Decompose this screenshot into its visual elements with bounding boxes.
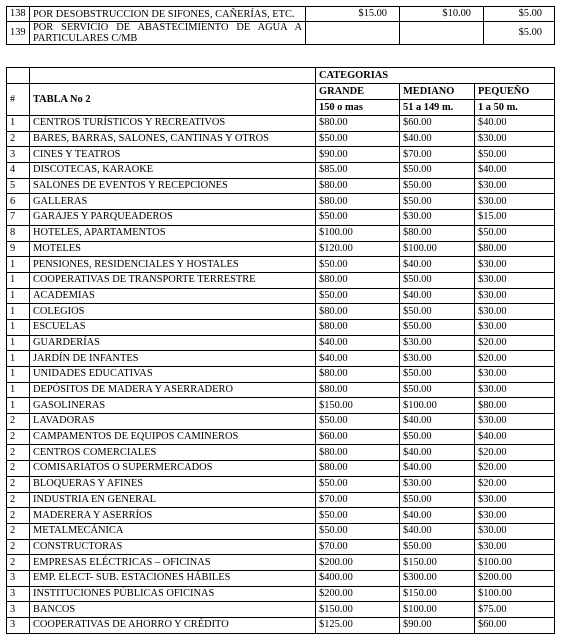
fee-mediano: $50.00 — [400, 429, 475, 445]
row-number: 1 — [7, 272, 30, 288]
fee-mediano: $150.00 — [400, 586, 475, 602]
establishment-name: COMISARIATOS O SUPERMERCADOS — [30, 461, 316, 477]
establishment-name: BANCOS — [30, 602, 316, 618]
row-description: POR DESOBSTRUCCION DE SIFONES, CAÑERÍAS, ETC. — [30, 7, 306, 22]
table-row — [7, 618, 555, 634]
fee-mediano: $70.00 — [400, 147, 475, 163]
row-number: 1 — [7, 304, 30, 320]
fee-pequeno: $100.00 — [475, 586, 555, 602]
fee-pequeno: $20.00 — [475, 351, 555, 367]
fee-grande: $125.00 — [316, 618, 400, 634]
fee-col-2: $10.00 — [400, 7, 484, 22]
fee-pequeno: $30.00 — [475, 382, 555, 398]
empty-header-cell — [7, 68, 30, 84]
fee-mediano: $30.00 — [400, 335, 475, 351]
fee-grande: $80.00 — [316, 319, 400, 335]
fee-grande: $50.00 — [316, 131, 400, 147]
row-number: 2 — [7, 445, 30, 461]
establishment-name: EMPRESAS ELÉCTRICAS – OFICINAS — [30, 555, 316, 571]
hash-header: # — [7, 84, 30, 116]
fee-pequeno: $30.00 — [475, 319, 555, 335]
establishment-name: BLOQUERAS Y AFINES — [30, 476, 316, 492]
row-number: 2 — [7, 476, 30, 492]
table-row — [7, 147, 555, 163]
fee-pequeno: $40.00 — [475, 429, 555, 445]
table-row — [7, 194, 555, 210]
establishment-name: CINES Y TEATROS — [30, 147, 316, 163]
row-number: 2 — [7, 461, 30, 477]
table-row — [7, 116, 555, 132]
fee-mediano: $300.00 — [400, 570, 475, 586]
row-number: 8 — [7, 225, 30, 241]
row-number: 2 — [7, 508, 30, 524]
establishment-name: JARDÍN DE INFANTES — [30, 351, 316, 367]
establishment-name: GARAJES Y PARQUEADEROS — [30, 210, 316, 226]
fee-pequeno: $100.00 — [475, 555, 555, 571]
establishment-name: DISCOTECAS, KARAOKE — [30, 163, 316, 179]
fee-pequeno: $30.00 — [475, 492, 555, 508]
categories-header-row — [7, 68, 555, 84]
fee-mediano: $90.00 — [400, 618, 475, 634]
row-number: 1 — [7, 319, 30, 335]
fee-mediano: $50.00 — [400, 194, 475, 210]
establishment-name: COOPERATIVAS DE TRANSPORTE TERRESTRE — [30, 272, 316, 288]
range-grande: 150 o mas — [316, 100, 400, 116]
fee-grande: $150.00 — [316, 398, 400, 414]
table-row — [7, 382, 555, 398]
fee-grande: $50.00 — [316, 210, 400, 226]
fee-pequeno: $30.00 — [475, 288, 555, 304]
fee-grande: $80.00 — [316, 178, 400, 194]
row-number: 9 — [7, 241, 30, 257]
row-number: 3 — [7, 602, 30, 618]
fee-mediano: $50.00 — [400, 367, 475, 383]
fee-pequeno: $30.00 — [475, 257, 555, 273]
fee-mediano: $40.00 — [400, 288, 475, 304]
establishment-name: EMP. ELECT- SUB. ESTACIONES HÁBILES — [30, 570, 316, 586]
categories-header: CATEGORIAS — [316, 68, 555, 84]
row-number: 1 — [7, 116, 30, 132]
table-row — [7, 445, 555, 461]
fee-mediano: $50.00 — [400, 539, 475, 555]
fee-mediano: $40.00 — [400, 461, 475, 477]
table-row — [7, 461, 555, 477]
fee-col-2 — [400, 22, 484, 45]
row-number: 2 — [7, 414, 30, 430]
establishment-name: CAMPAMENTOS DE EQUIPOS CAMINEROS — [30, 429, 316, 445]
establishment-name: CONSTRUCTORAS — [30, 539, 316, 555]
row-number: 2 — [7, 555, 30, 571]
fee-mediano: $30.00 — [400, 351, 475, 367]
table-row — [7, 414, 555, 430]
row-description: POR SERVICIO DE ABASTECIMIENTO DE AGUA A PARTICULARES C/MB — [30, 22, 306, 45]
fee-grande: $400.00 — [316, 570, 400, 586]
row-number: 138 — [7, 7, 30, 22]
fee-pequeno: $20.00 — [475, 476, 555, 492]
fee-grande: $100.00 — [316, 225, 400, 241]
establishment-name: HOTELES, APARTAMENTOS — [30, 225, 316, 241]
table-row — [7, 398, 555, 414]
size-header-row — [7, 84, 555, 100]
establishment-name: GASOLINERAS — [30, 398, 316, 414]
fee-grande: $80.00 — [316, 445, 400, 461]
establishment-name: CENTROS TURÍSTICOS Y RECREATIVOS — [30, 116, 316, 132]
fee-mediano: $40.00 — [400, 523, 475, 539]
fee-mediano: $100.00 — [400, 241, 475, 257]
top-table-row — [7, 22, 555, 45]
table-row — [7, 586, 555, 602]
table-row — [7, 570, 555, 586]
table-row — [7, 131, 555, 147]
row-number: 1 — [7, 257, 30, 273]
fee-mediano: $50.00 — [400, 492, 475, 508]
fee-mediano: $100.00 — [400, 602, 475, 618]
fee-mediano: $40.00 — [400, 445, 475, 461]
fee-pequeno: $50.00 — [475, 147, 555, 163]
fee-grande: $80.00 — [316, 367, 400, 383]
fee-grande: $90.00 — [316, 147, 400, 163]
fee-grande: $50.00 — [316, 414, 400, 430]
fee-grande: $80.00 — [316, 382, 400, 398]
table-row — [7, 492, 555, 508]
establishment-name: PENSIONES, RESIDENCIALES Y HOSTALES — [30, 257, 316, 273]
row-number: 1 — [7, 382, 30, 398]
fee-pequeno: $30.00 — [475, 194, 555, 210]
size-pequeno-header: PEQUEÑO — [475, 84, 555, 100]
fee-grande: $70.00 — [316, 492, 400, 508]
row-number: 1 — [7, 335, 30, 351]
fee-grande: $80.00 — [316, 116, 400, 132]
fee-grande: $80.00 — [316, 304, 400, 320]
fee-grande: $50.00 — [316, 508, 400, 524]
row-number: 1 — [7, 351, 30, 367]
fee-mediano: $40.00 — [400, 414, 475, 430]
table-row — [7, 319, 555, 335]
table-row — [7, 602, 555, 618]
fee-pequeno: $30.00 — [475, 272, 555, 288]
fee-grande: $50.00 — [316, 523, 400, 539]
row-number: 4 — [7, 163, 30, 179]
range-mediano: 51 a 149 m. — [400, 100, 475, 116]
establishment-name: GALLERAS — [30, 194, 316, 210]
table-row — [7, 508, 555, 524]
top-fee-table — [6, 6, 555, 45]
row-number: 2 — [7, 429, 30, 445]
fee-mediano: $40.00 — [400, 257, 475, 273]
fee-pequeno: $200.00 — [475, 570, 555, 586]
fee-pequeno: $40.00 — [475, 163, 555, 179]
tabla-no-2 — [6, 67, 555, 634]
fee-mediano: $50.00 — [400, 304, 475, 320]
fee-grande: $80.00 — [316, 194, 400, 210]
establishment-name: UNIDADES EDUCATIVAS — [30, 367, 316, 383]
fee-pequeno: $30.00 — [475, 304, 555, 320]
fee-grande: $60.00 — [316, 429, 400, 445]
establishment-name: ESCUELAS — [30, 319, 316, 335]
table-row — [7, 225, 555, 241]
establishment-name: GUARDERÍAS — [30, 335, 316, 351]
range-pequeno: 1 a 50 m. — [475, 100, 555, 116]
fee-grande: $200.00 — [316, 555, 400, 571]
size-mediano-header: MEDIANO — [400, 84, 475, 100]
fee-pequeno: $30.00 — [475, 523, 555, 539]
fee-mediano: $50.00 — [400, 319, 475, 335]
fee-pequeno: $20.00 — [475, 445, 555, 461]
row-number: 1 — [7, 398, 30, 414]
fee-grande: $50.00 — [316, 288, 400, 304]
fee-grande: $120.00 — [316, 241, 400, 257]
table-row — [7, 555, 555, 571]
table-row — [7, 539, 555, 555]
row-number: 1 — [7, 288, 30, 304]
fee-pequeno: $40.00 — [475, 116, 555, 132]
fee-mediano: $30.00 — [400, 210, 475, 226]
table-row — [7, 367, 555, 383]
fee-pequeno: $60.00 — [475, 618, 555, 634]
fee-col-3: $5.00 — [484, 22, 555, 45]
row-number: 3 — [7, 147, 30, 163]
fee-pequeno: $30.00 — [475, 131, 555, 147]
establishment-name: SALONES DE EVENTOS Y RECEPCIONES — [30, 178, 316, 194]
establishment-name: DEPÓSITOS DE MADERA Y ASERRADERO — [30, 382, 316, 398]
establishment-name: ACADEMIAS — [30, 288, 316, 304]
fee-mediano: $30.00 — [400, 476, 475, 492]
table-row — [7, 178, 555, 194]
table-row — [7, 272, 555, 288]
establishment-name: MOTELES — [30, 241, 316, 257]
row-number: 7 — [7, 210, 30, 226]
fee-mediano: $50.00 — [400, 382, 475, 398]
row-number: 2 — [7, 492, 30, 508]
establishment-name: METALMECÁNICA — [30, 523, 316, 539]
fee-pequeno: $80.00 — [475, 241, 555, 257]
row-number: 1 — [7, 367, 30, 383]
fee-col-1: $15.00 — [306, 7, 400, 22]
row-number: 5 — [7, 178, 30, 194]
fee-grande: $85.00 — [316, 163, 400, 179]
fee-pequeno: $15.00 — [475, 210, 555, 226]
row-number: 2 — [7, 131, 30, 147]
table-row — [7, 257, 555, 273]
table-row — [7, 351, 555, 367]
table-row — [7, 288, 555, 304]
table-row — [7, 476, 555, 492]
empty-header-cell — [30, 68, 316, 84]
fee-pequeno: $30.00 — [475, 367, 555, 383]
fee-grande: $80.00 — [316, 461, 400, 477]
fee-grande: $70.00 — [316, 539, 400, 555]
row-number: 3 — [7, 586, 30, 602]
fee-mediano: $40.00 — [400, 508, 475, 524]
fee-mediano: $40.00 — [400, 131, 475, 147]
row-number: 2 — [7, 523, 30, 539]
table-row — [7, 429, 555, 445]
fee-col-1 — [306, 22, 400, 45]
fee-mediano: $80.00 — [400, 225, 475, 241]
fee-mediano: $150.00 — [400, 555, 475, 571]
fee-grande: $150.00 — [316, 602, 400, 618]
fee-pequeno: $80.00 — [475, 398, 555, 414]
fee-pequeno: $30.00 — [475, 178, 555, 194]
fee-pequeno: $30.00 — [475, 508, 555, 524]
row-number: 3 — [7, 570, 30, 586]
fee-pequeno: $30.00 — [475, 539, 555, 555]
fee-pequeno: $75.00 — [475, 602, 555, 618]
table-row — [7, 335, 555, 351]
top-table-row — [7, 7, 555, 22]
row-number: 139 — [7, 22, 30, 45]
fee-mediano: $50.00 — [400, 272, 475, 288]
fee-mediano: $50.00 — [400, 178, 475, 194]
row-number: 6 — [7, 194, 30, 210]
fee-grande: $40.00 — [316, 351, 400, 367]
establishment-name: MADERERA Y ASERRÍOS — [30, 508, 316, 524]
establishment-name: CENTROS COMERCIALES — [30, 445, 316, 461]
fee-mediano: $60.00 — [400, 116, 475, 132]
fee-pequeno: $50.00 — [475, 225, 555, 241]
establishment-name: INSTITUCIONES PÚBLICAS OFICINAS — [30, 586, 316, 602]
establishment-name: INDUSTRIA EN GENERAL — [30, 492, 316, 508]
size-grande-header: GRANDE — [316, 84, 400, 100]
fee-col-3: $5.00 — [484, 7, 555, 22]
table-row — [7, 210, 555, 226]
fee-mediano: $50.00 — [400, 163, 475, 179]
establishment-name: LAVADORAS — [30, 414, 316, 430]
establishment-name: COOPERATIVAS DE AHORRO Y CRÉDITO — [30, 618, 316, 634]
row-number: 3 — [7, 618, 30, 634]
table-row — [7, 241, 555, 257]
fee-grande: $200.00 — [316, 586, 400, 602]
fee-pequeno: $20.00 — [475, 335, 555, 351]
fee-pequeno: $20.00 — [475, 461, 555, 477]
fee-grande: $50.00 — [316, 257, 400, 273]
fee-grande: $40.00 — [316, 335, 400, 351]
table-row — [7, 304, 555, 320]
establishment-name: BARES, BARRAS, SALONES, CANTINAS Y OTROS — [30, 131, 316, 147]
fee-grande: $80.00 — [316, 272, 400, 288]
table-row — [7, 163, 555, 179]
row-number: 2 — [7, 539, 30, 555]
table-row — [7, 523, 555, 539]
fee-mediano: $100.00 — [400, 398, 475, 414]
fee-pequeno: $30.00 — [475, 414, 555, 430]
establishment-name: COLEGIOS — [30, 304, 316, 320]
table-title: TABLA No 2 — [30, 84, 316, 116]
fee-grande: $50.00 — [316, 476, 400, 492]
